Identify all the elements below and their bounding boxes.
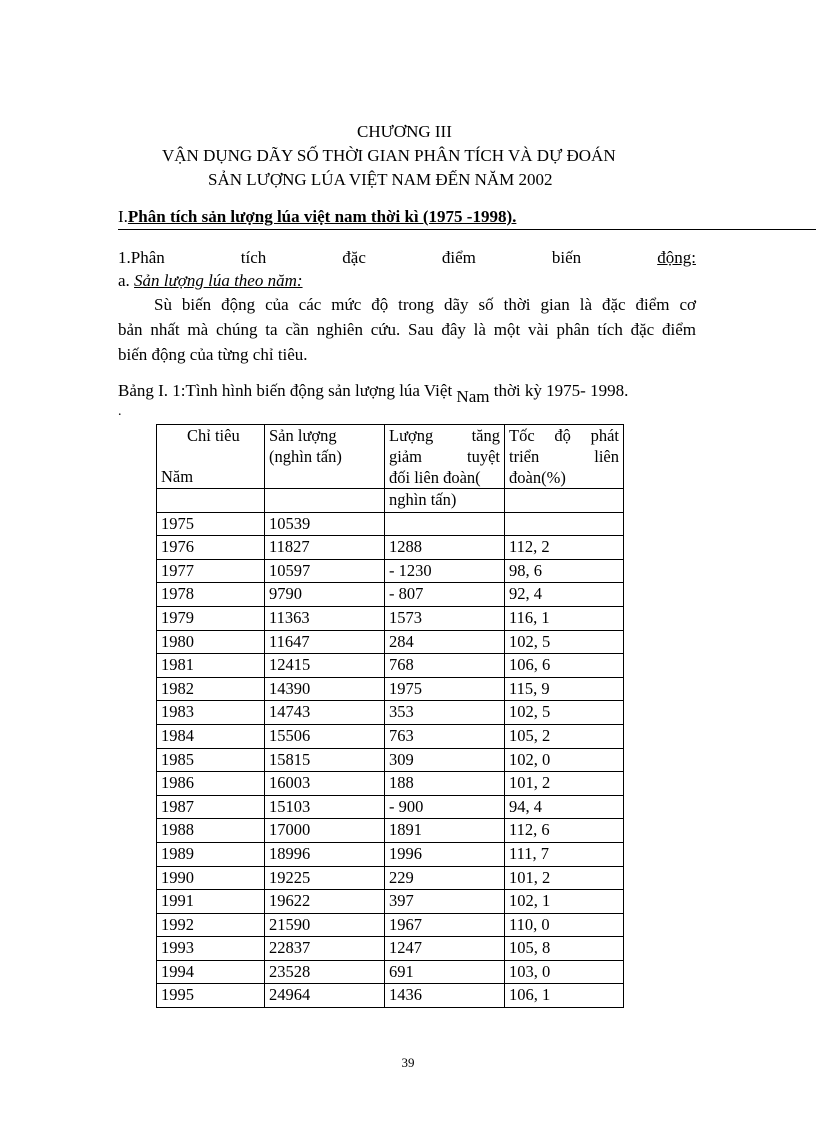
cell-rate: 102, 5 <box>505 701 624 725</box>
cell-change <box>385 512 505 536</box>
table-caption <box>118 380 629 406</box>
section-prefix: I. <box>118 207 128 226</box>
cell-change: 1573 <box>385 606 505 630</box>
cell-change: 229 <box>385 866 505 890</box>
header-text: triển liên <box>509 447 619 466</box>
cell-year: 1986 <box>157 772 265 796</box>
table-row <box>157 984 624 1008</box>
subsection-heading <box>118 247 696 269</box>
cell-production: 14743 <box>265 701 385 725</box>
caption-text: Bảng I. 1:Tình hình biến động sản lượng lúa Việt <box>118 381 453 400</box>
cell-production: 17000 <box>265 819 385 843</box>
cell-change: 1247 <box>385 937 505 961</box>
list-item-a <box>118 270 303 292</box>
cell-production: 19622 <box>265 890 385 914</box>
header-text: Năm <box>161 467 194 486</box>
header-cell-change <box>385 425 505 489</box>
cell-rate: 105, 8 <box>505 937 624 961</box>
cell-change: 188 <box>385 772 505 796</box>
table-row <box>157 913 624 937</box>
table-row <box>157 536 624 560</box>
cell-year: 1987 <box>157 795 265 819</box>
cell-production: 15506 <box>265 724 385 748</box>
table-row <box>157 960 624 984</box>
cell-production: 23528 <box>265 960 385 984</box>
cell-year: 1982 <box>157 677 265 701</box>
cell-production: 15815 <box>265 748 385 772</box>
subsection-word: 1.Phân <box>118 248 165 267</box>
header-text: đối liên đoàn( <box>389 468 481 487</box>
page-number: 39 <box>401 1055 415 1070</box>
chapter-title-line-1: VẬN DỤNG DÃY SỐ THỜI GIAN PHÂN TÍCH VÀ DỰ ĐOÁN <box>162 146 616 165</box>
cell-rate: 92, 4 <box>505 583 624 607</box>
chapter-title-line-2: SẢN LƯỢNG LÚA VIỆT NAM ĐẾN NĂM 2002 <box>208 170 553 189</box>
subsection-word: điểm <box>441 248 476 267</box>
cell-change: - 1230 <box>385 559 505 583</box>
cell-production: 11647 <box>265 630 385 654</box>
table-row <box>157 937 624 961</box>
subsection-word: động: <box>657 248 696 267</box>
cell-change: 284 <box>385 630 505 654</box>
paragraph-line: biến động của từng chỉ tiêu. <box>118 345 308 364</box>
header-text: giảm tuyệt <box>389 447 500 466</box>
table-row <box>157 630 624 654</box>
paragraph-line: Sù biến động của các mức độ trong dãy số thời gian là đặc điểm cơ <box>154 295 696 314</box>
cell-rate: 98, 6 <box>505 559 624 583</box>
table-row <box>157 772 624 796</box>
cell-production: 9790 <box>265 583 385 607</box>
table-row <box>157 583 624 607</box>
cell-year: 1979 <box>157 606 265 630</box>
cell-rate: 110, 0 <box>505 913 624 937</box>
cell-rate: 101, 2 <box>505 772 624 796</box>
table-row <box>157 559 624 583</box>
cell-change: 1996 <box>385 842 505 866</box>
cell-change: 353 <box>385 701 505 725</box>
subsection-word: biến <box>551 248 582 267</box>
cell-rate: 115, 9 <box>505 677 624 701</box>
caption-text-end: thời kỳ 1975- 1998. <box>493 381 629 400</box>
cell-production: 16003 <box>265 772 385 796</box>
cell-year: 1993 <box>157 937 265 961</box>
cell-change: 1288 <box>385 536 505 560</box>
table-row <box>157 819 624 843</box>
table-row <box>157 677 624 701</box>
cell-year: 1991 <box>157 890 265 914</box>
cell-year: 1989 <box>157 842 265 866</box>
cell-production: 24964 <box>265 984 385 1008</box>
cell-rate: 102, 5 <box>505 630 624 654</box>
cell-production: 12415 <box>265 654 385 678</box>
table-row <box>157 606 624 630</box>
cell-rate: 103, 0 <box>505 960 624 984</box>
table-row <box>157 866 624 890</box>
cell-production: 18996 <box>265 842 385 866</box>
cell-year: 1976 <box>157 536 265 560</box>
cell-production: 11363 <box>265 606 385 630</box>
cell-year: 1988 <box>157 819 265 843</box>
table-row <box>157 654 624 678</box>
cell-rate: 94, 4 <box>505 795 624 819</box>
cell-change: 763 <box>385 724 505 748</box>
item-title: Sản lượng lúa theo năm: <box>134 271 303 290</box>
stray-dot: . <box>118 404 122 419</box>
cell-year: 1981 <box>157 654 265 678</box>
table-row <box>157 512 624 536</box>
cell-production: 15103 <box>265 795 385 819</box>
cell-rate: 106, 1 <box>505 984 624 1008</box>
table-header-continuation <box>157 489 624 513</box>
cell-production: 22837 <box>265 937 385 961</box>
cell-year: 1980 <box>157 630 265 654</box>
cell-year: 1978 <box>157 583 265 607</box>
cell-change: 309 <box>385 748 505 772</box>
cell-rate: 106, 6 <box>505 654 624 678</box>
cell-production: 11827 <box>265 536 385 560</box>
paragraph-line: bản nhất mà chúng ta cần nghiên cứu. Sau đây là một vài phân tích đặc điểm <box>118 320 696 339</box>
cell-change: - 900 <box>385 795 505 819</box>
cell-rate: 112, 2 <box>505 536 624 560</box>
header-text: đoàn(%) <box>509 468 566 487</box>
cell-year: 1990 <box>157 866 265 890</box>
table-row <box>157 701 624 725</box>
cell-rate: 111, 7 <box>505 842 624 866</box>
cell-year: 1994 <box>157 960 265 984</box>
caption-subscript: Nam <box>456 387 490 406</box>
cell-rate: 116, 1 <box>505 606 624 630</box>
cell-year: 1975 <box>157 512 265 536</box>
header-text: nghìn tấn) <box>385 489 505 513</box>
cell-rate: 112, 6 <box>505 819 624 843</box>
cell-year: 1977 <box>157 559 265 583</box>
cell-rate: 101, 2 <box>505 866 624 890</box>
cell-production: 19225 <box>265 866 385 890</box>
item-prefix: a. <box>118 271 135 290</box>
table-row <box>157 724 624 748</box>
chapter-number: CHƯƠNG III <box>357 122 452 141</box>
cell-year: 1983 <box>157 701 265 725</box>
cell-change: 1436 <box>385 984 505 1008</box>
cell-rate: 105, 2 <box>505 724 624 748</box>
header-text: Tốc độ phát <box>509 426 619 445</box>
cell-rate: 102, 0 <box>505 748 624 772</box>
cell-production: 21590 <box>265 913 385 937</box>
cell-year: 1992 <box>157 913 265 937</box>
table-row <box>157 748 624 772</box>
cell-change: 768 <box>385 654 505 678</box>
header-text: (nghìn tấn) <box>269 447 342 466</box>
cell-change: 397 <box>385 890 505 914</box>
section-heading <box>118 205 816 230</box>
header-cell-production <box>265 425 385 489</box>
cell-rate <box>505 512 624 536</box>
cell-production: 10597 <box>265 559 385 583</box>
header-text: Chỉ tiêu <box>187 426 240 445</box>
cell-change: 1967 <box>385 913 505 937</box>
cell-production: 14390 <box>265 677 385 701</box>
cell-change: 1891 <box>385 819 505 843</box>
cell-change: - 807 <box>385 583 505 607</box>
cell-year: 1985 <box>157 748 265 772</box>
section-title: Phân tích sản lượng lúa việt nam thời kì (1975 -1998). <box>127 207 517 226</box>
table-row <box>157 795 624 819</box>
cell-change: 1975 <box>385 677 505 701</box>
cell-production: 10539 <box>265 512 385 536</box>
cell-year: 1995 <box>157 984 265 1008</box>
subsection-word: đặc <box>342 248 366 267</box>
body-paragraph <box>118 292 696 367</box>
table-row <box>157 842 624 866</box>
cell-rate: 102, 1 <box>505 890 624 914</box>
subsection-word: tích <box>240 248 267 267</box>
table-row <box>157 890 624 914</box>
production-table <box>156 424 624 1008</box>
cell-year: 1984 <box>157 724 265 748</box>
header-cell-year <box>157 425 265 489</box>
header-text: Lượng tăng <box>389 426 500 445</box>
cell-change: 691 <box>385 960 505 984</box>
header-cell-rate <box>505 425 624 489</box>
header-text: Sản lượng <box>269 426 337 445</box>
